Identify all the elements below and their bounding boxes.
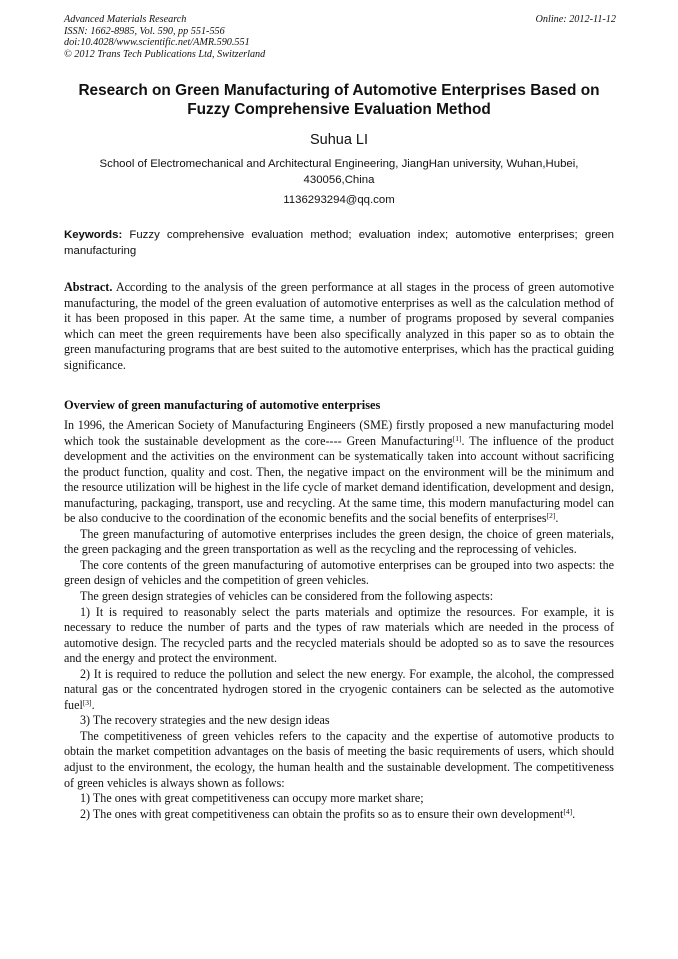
section-body (64, 418, 614, 822)
abstract (64, 280, 614, 374)
section-heading: Overview of green manufacturing of automotive enterprises (64, 398, 381, 412)
paragraph-10 (64, 807, 614, 823)
citation-4: [4] (563, 806, 573, 816)
keywords (64, 228, 614, 259)
paper-title (48, 82, 630, 119)
online-date: Online: 2012-11-12 (535, 14, 616, 25)
paragraph-3: The core contents of the green manufacturing of automotive enterprises can be grouped into two aspects: the green design of vehicles and the competition of green vehicles. (64, 557, 614, 588)
title-line-2: Fuzzy Comprehensive Evaluation Method (187, 100, 491, 118)
paragraph-5: 1) It is required to reasonably select the parts materials and optimize the resources. For example, it is necessary to reduce the number of parts and the types of raw materials which are needed in the process of automotive design. The recycled parts and the recycled materials should be adopted so as to save the resources and the energy and protect the environment. (64, 604, 614, 666)
paragraph-1-part-b: . The influence of the product development and the activities on the environment can be systematically taken into account without sacrificing the product function, quality and cost. Then, the negative impact on the environment will be the minimum and the resource utilization will be highest in the life cycle of market demand identification, development and design, manufacturing, packaging, transport, use and recycling. At the same time, this modern manufacturing model can be also conducive to the coordination of the economic benefits and the social benefits of enterprises (64, 433, 615, 526)
issn-line: ISSN: 1662-8985, Vol. 590, pp 551-556 (64, 25, 225, 37)
journal-header (64, 14, 616, 60)
author-affiliation: School of Electromechanical and Architectural Engineering, JiangHan university, Wuhan,Hubei, 430056,China (99, 158, 579, 186)
abstract-text: According to the analysis of the green performance at all stages in the process of green automotive manufacturing, the model of the green evaluation of automotive enterprises as well as the calculation method of it has been proposed in this paper. At the same time, a number of programs proposed by several companies which can meet the green requirements have been also specifically analyzed in this paper so as to obtain the green manufacturing programs that are best suited to the automotive enterprises, which has the practical guiding significance. (64, 280, 615, 372)
citation-2: [2] (546, 511, 556, 521)
copyright-line: © 2012 Trans Tech Publications Ltd, Switzerland (64, 48, 266, 60)
paragraph-8: The competitiveness of green vehicles refers to the capacity and the expertise of automotive products to obtain the market competition advantages on the basis of meeting the basic requirements of users, which should adjust to the environment, the ecology, the human health and the sustainable development. The competitiveness of green vehicles is always shown as follows: (64, 728, 614, 790)
paragraph-9: 1) The ones with great competitiveness can occupy more market share; (80, 791, 424, 806)
keywords-text: Fuzzy comprehensive evaluation method; evaluation index; automotive enterprises; green manufacturing (64, 229, 614, 257)
author-email: 1136293294@qq.com (283, 194, 395, 206)
author-name: Suhua LI (309, 132, 369, 148)
paragraph-4: The green design strategies of vehicles can be considered from the following aspects: (80, 589, 494, 604)
paragraph-1-part-a: In 1996, the American Society of Manufacturing Engineers (SME) firstly proposed a new manufacturing model which took the sustainable development as the core---- Green Manufacturing (64, 418, 614, 448)
paragraph-6-part-b: . (91, 697, 95, 712)
keywords-label: Keywords: (64, 229, 123, 241)
doi-line: doi:10.4028/www.scientific.net/AMR.590.551 (64, 37, 250, 49)
paragraph-2: The green manufacturing of automotive enterprises includes the green design, the choice of green materials, the green packaging and the green transportation as well as the recycling and the reprocessing of vehicles. (64, 526, 614, 557)
paragraph-7: 3) The recovery strategies and the new design ideas (80, 713, 330, 728)
paragraph-1 (64, 418, 614, 527)
paragraph-10-part-b: . (572, 806, 576, 821)
paragraph-6 (64, 667, 614, 714)
paragraph-6-part-a: 2) It is required to reduce the pollution and select the new energy. For example, the alcohol, the compressed natural gas or the concentrated hydrogen stored in the cryogenic containers can be selected as the automotive fuel (64, 666, 614, 712)
paragraph-1-part-c: . (555, 511, 559, 526)
paragraph-10-part-a: 2) The ones with great competitiveness can obtain the profits so as to ensure their own development (80, 806, 564, 821)
title-line-1: Research on Green Manufacturing of Automotive Enterprises Based on (78, 82, 600, 99)
journal-name: Advanced Materials Research (64, 14, 187, 25)
citation-3: [3] (82, 697, 92, 707)
abstract-label: Abstract. (64, 280, 113, 294)
citation-1: [1] (452, 433, 462, 443)
